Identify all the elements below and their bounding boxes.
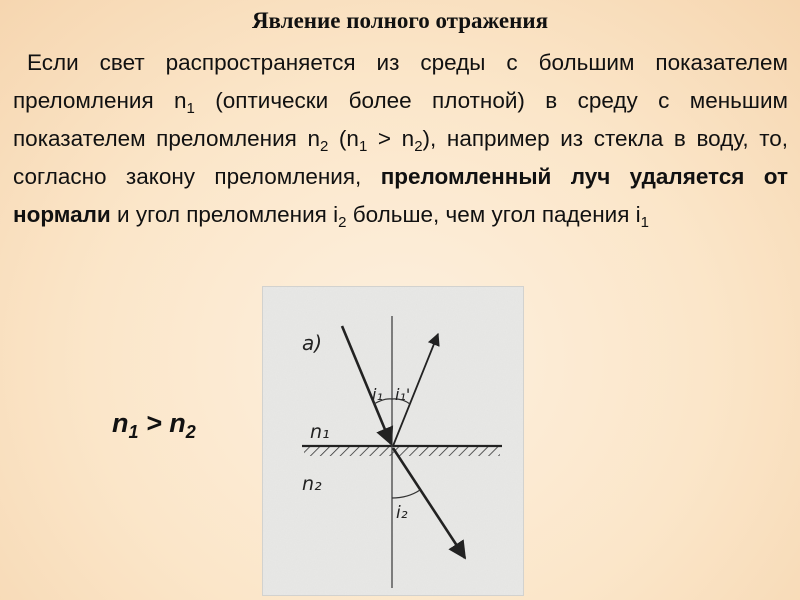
refraction-diagram — [262, 286, 524, 596]
label-i1-prime: i₁' — [395, 385, 411, 404]
label-n1: n₁ — [310, 421, 330, 443]
highlighted-phrase: преломленный луч удаляется от нормали — [13, 164, 788, 227]
slide-title: Явление полного отражения — [251, 8, 549, 33]
label-a: а) — [302, 331, 323, 355]
refraction-index-inequality: $n_1 > n_2$ — [112, 408, 196, 442]
label-i2: i₂ — [396, 503, 408, 523]
label-n2: n₂ — [302, 473, 322, 495]
main-paragraph: Если свет распространяется из среды с большим показателем преломления $n_1$ (оптически более плотной) в среду с меньшим показателем преломления $n_2$ $(n_1 > n_2)$, например из стекла в воду, то, согласно закону преломления, преломленный луч удаляется от нормали и угол преломления $i_2$ больше, чем угол падения $i_1$ — [13, 50, 789, 231]
label-i1: i₁ — [372, 385, 383, 404]
interface-hatching — [304, 446, 500, 456]
